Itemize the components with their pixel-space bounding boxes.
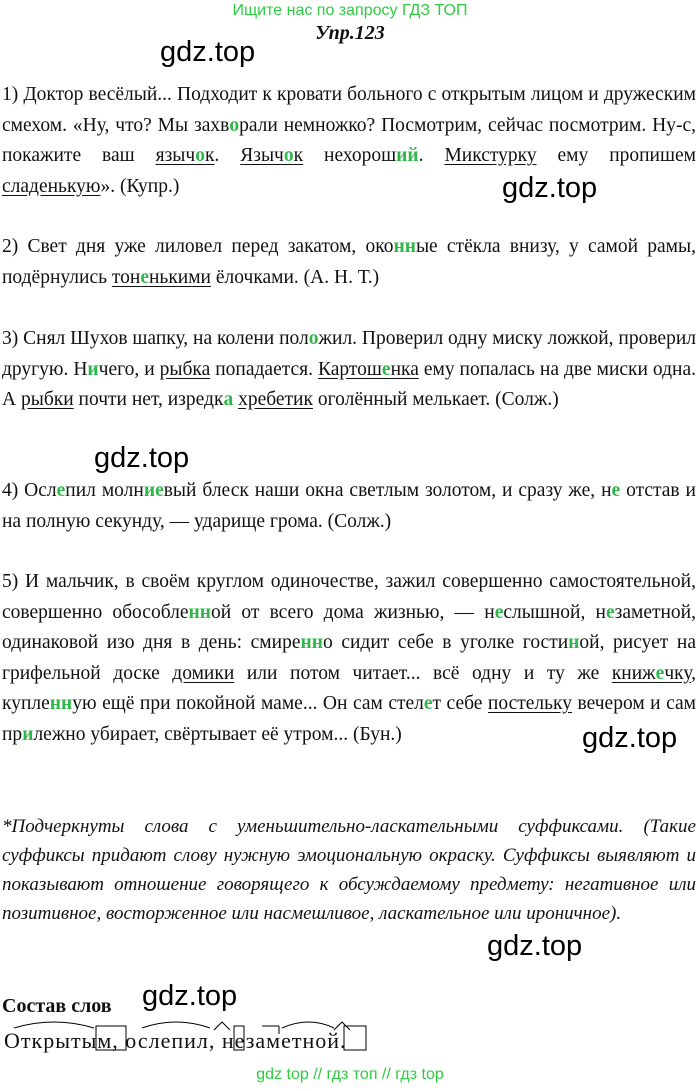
morph-word-1: Открытым (4, 1028, 113, 1053)
section-title: Состав слов (2, 995, 112, 1017)
paragraph-1: 1) Доктор весёлый... Подходит к кровати больного с открытым лицом и дружеским смехом. «Ну, что? Мы захворали немножко? Посмотрим, сейчас посмотрим. Ну-с, покажите ваш язычок. Язычок нехороший. Микстурку ему пропишем сладенькую». (Купр.) (2, 84, 697, 197)
footnote-explanation: *Подчеркнуты слова с уменьшительно-ласкательными суффиксами. (Такие суффиксы придают слову нужную эмоциональную окраску. Суффиксы выявляют и показывают отношение говорящего к обсуждаемому предмету: негативное или позитивное, восторженное или насмешливое, ласкательное или ироничное). (2, 816, 696, 924)
paragraph-5: 5) И мальчик, в своём круглом одиночестве, зажил совершенно самостоятельной, совершенно обособленной от всего дома жизнью, — неслышной, незаметной, одинаковой изо дня в день: смиренно сидит себе в уголке гостиной, рисует на грифельной доске домики или потом читает... всё одну и ту же книжечку, купленную ещё при покойной маме... Он сам стелет себе постельку вечером и сам прилежно убирает, свёртывает её утром... (Бун.) (2, 571, 696, 745)
top-search-banner[interactable]: Ищите нас по запросу ГДЗ ТОП (232, 2, 468, 19)
watermark: gdz.top (582, 722, 678, 754)
paragraph-4: 4) Ослепил молниевый блеск наши окна светлым золотом, и сразу же, не отстав и на полную секунду, — ударище грома. (Солж.) (2, 480, 696, 532)
exercise-title: Упр.123 (315, 22, 385, 44)
watermark: gdz.top (142, 980, 238, 1012)
watermark: gdz.top (94, 442, 190, 474)
watermark: gdz.top (487, 930, 583, 962)
morph-word-3: незаметной (221, 1028, 340, 1053)
footer-links[interactable]: gdz top // гдз топ // гдз top (256, 1066, 444, 1083)
paragraph-2: 2) Свет дня уже лиловел перед закатом, оконные стёкла внизу, у самой рамы, подёрнулись тоненькими ёлочками. (А. Н. Т.) (2, 236, 696, 288)
paragraph-3: 3) Снял Шухов шапку, на колени положил. Проверил одну миску ложкой, проверил другую. Ничего, и рыбка попадается. Картошенка ему попалась на две миски одна. А рыбки почти нет, изредка хребетик оголённый мелькает. (Солж.) (2, 328, 696, 410)
morpheme-marks (4, 1020, 364, 1056)
word-morphology: Открытым, ослепил, незаметной. (4, 1028, 347, 1054)
morph-word-2: ослепил (125, 1028, 209, 1053)
watermark: gdz.top (502, 172, 598, 204)
watermark: gdz.top (160, 36, 256, 68)
